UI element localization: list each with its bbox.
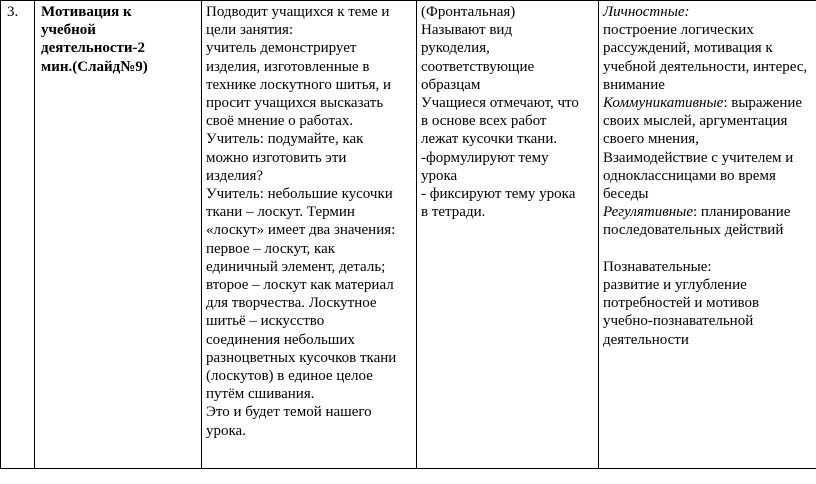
cognitive-line: учебно-познавательной [603,313,754,330]
personal-line: учебной деятельности, интерес, [603,58,808,75]
teacher-line: Учитель: подумайте, как [206,131,364,148]
personal-line: построение логических [603,22,754,39]
communicative-line: своего мнения, [603,131,699,148]
cognitive-line: развитие и углубление [603,277,747,294]
teacher-line: ткани – лоскут. Термин [206,204,355,221]
teacher-line: разноцветных кусочков ткани [206,349,397,366]
stage-line: мин.(Слайд№9) [41,58,148,75]
student-line: рукоделия, [421,40,490,57]
student-line: в тетради. [421,204,486,221]
teacher-line: путём сшивания. [206,386,315,403]
regulatory-heading [603,203,816,221]
communicative-label: Коммуникативные [603,95,724,112]
blank-line [603,240,816,258]
row-number: 3. [7,4,19,20]
teacher-line: Учитель: небольшие кусочки [206,186,393,203]
teacher-line: «лоскут» имеет два значения: [206,222,396,239]
cognitive-line: деятельности [603,331,689,348]
personal-line: внимание [603,76,665,93]
student-line: -формулируют тему [421,149,549,166]
cognitive-label: Познавательные: [603,258,712,275]
teacher-line: первое – лоскут, как [206,240,336,257]
communicative-heading [603,94,816,112]
teacher-line: соединения небольших [206,331,355,348]
student-line: Учащиеся отмечают, что [421,95,579,112]
communicative-line: Взаимодействие с учителем и [603,149,794,166]
cell-student-activity [416,1,598,468]
student-line: урока [421,167,458,184]
regulatory-line: последовательных действий [603,222,784,239]
regulatory-first: : планирование [693,204,791,221]
communicative-line: своих мыслей, аргументация [603,113,788,130]
communicative-line: одноклассницами во время [603,167,776,184]
teacher-line: можно изготовить эти [206,149,347,166]
personal-line: рассуждений, мотивация к [603,40,773,57]
stage-line: деятельности-2 [41,40,146,57]
teacher-line: (лоскутов) в единое целое [206,368,373,385]
student-line: образцам [421,76,481,93]
teacher-line: изделия? [206,167,264,184]
teacher-line: шитьё – искусство [206,313,325,330]
student-line: Называют вид [421,22,513,39]
cell-stage [36,1,201,468]
student-line: (Фронтальная) [421,4,516,20]
student-line: лежат кусочки ткани. [421,131,558,148]
student-line: - фиксируют тему урока [421,186,576,203]
student-line: соответствующие [421,58,535,75]
teacher-line: Это и будет темой нашего [206,404,372,421]
cell-teacher-activity [201,1,416,468]
stage-line: учебной [41,22,96,39]
communicative-first: : выражение [723,95,803,112]
cell-learning-outcomes [598,1,816,468]
column-divider-1 [34,1,35,468]
teacher-line: изделия, изготовленные в [206,58,370,75]
personal-label: Личностные: [603,4,690,20]
stage-line: Мотивация к [41,4,132,20]
teacher-line: для творчества. Лоскутное [206,295,377,312]
teacher-line: второе – лоскут как материал [206,277,394,294]
regulatory-label: Регулятивные [603,204,693,221]
communicative-line: беседы [603,186,649,203]
cognitive-line: потребностей и мотивов [603,295,760,312]
teacher-line: урока. [206,422,246,439]
teacher-line: своё мнение о работах. [206,113,354,130]
student-line: в основе всех работ [421,113,547,130]
teacher-line: цели занятия: [206,22,294,39]
teacher-line: единичный элемент, деталь; [206,258,386,275]
teacher-line: просит учащихся высказать [206,95,384,112]
cell-number [2,1,34,468]
table-border-left [0,1,1,468]
teacher-line: Подводит учащихся к теме и [206,4,390,20]
teacher-line: учитель демонстрирует [206,40,357,57]
teacher-line: технике лоскутного шитья, и [206,76,391,93]
